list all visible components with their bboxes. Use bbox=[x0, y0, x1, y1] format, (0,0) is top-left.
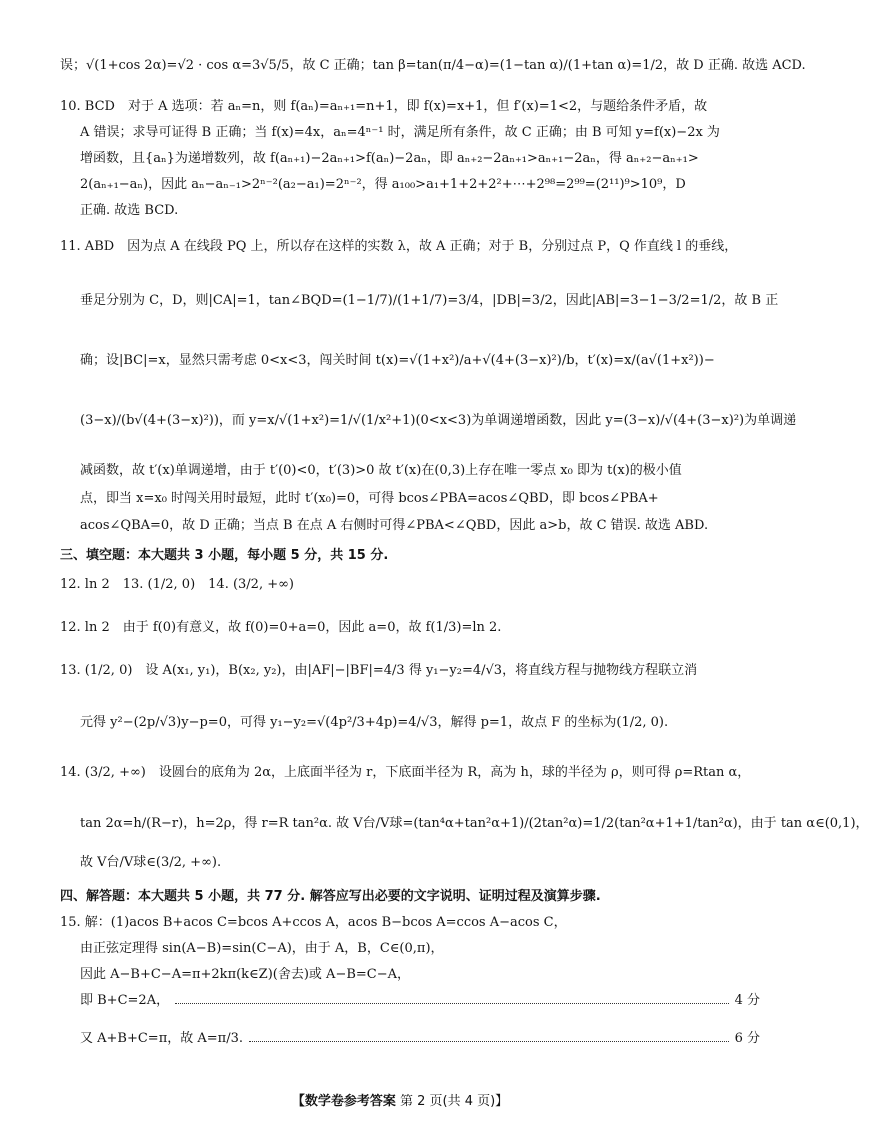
step-text: 又 A+B+C=π，故 A=π/3. bbox=[80, 1031, 243, 1046]
text-line: 故 V台/V球∈(3/2, +∞). bbox=[80, 855, 222, 870]
answer-11-line: 11. ABD 因为点 A 在线段 PQ 上，所以存在这样的实数 λ，故 A 正确；对于 B，分别过点 P，Q 作直线 l 的垂线， bbox=[60, 239, 738, 254]
text-line: acos∠QBA=0，故 D 正确；当点 B 在点 A 右侧时可得∠PBA<∠QBD，因此 a>b，故 C 错误. 故选 ABD. bbox=[80, 518, 709, 533]
answer-13-line: 13. (1/2, 0) 设 A(x₁, y₁)，B(x₂, y₂)，由|AF|−|BF|=4/3 得 y₁−y₂=4/√3，将直线方程与抛物线方程联立消 bbox=[60, 663, 698, 678]
answer-12-line: 12. ln 2 由于 f(0)有意义，故 f(0)=0+a=0，因此 a=0，故 f(1/3)=ln 2. bbox=[60, 620, 502, 635]
text-line: 减函数，故 t′(x)单调递增，由于 t′(0)<0，t′(3)>0 故 t′(x)在(0,3)上存在唯一零点 x₀ 即为 t(x)的极小值 bbox=[80, 463, 682, 478]
text-line: 元得 y²−(2p/√3)y−p=0，可得 y₁−y₂=√(4p²/3+4p)=4/√3，解得 p=1，故点 F 的坐标为(1/2, 0). bbox=[80, 715, 669, 730]
text-line: 正确. 故选 BCD. bbox=[80, 203, 179, 218]
text-line: 由正弦定理得 sin(A−B)=sin(C−A)，由于 A，B，C∈(0,π)， bbox=[80, 941, 444, 956]
dot-leader bbox=[249, 1041, 729, 1042]
page-footer bbox=[0, 1090, 800, 1109]
score-points: 6 分 bbox=[734, 1031, 760, 1046]
text-line: 点，即当 x=x₀ 时闯关用时最短，此时 t′(x₀)=0，可得 bcos∠PBA=acos∠QBD，即 bcos∠PBA+ bbox=[80, 491, 659, 506]
footer-title: 【数学卷参考答案 bbox=[291, 1094, 396, 1109]
text-line: 垂足分别为 C，D，则|CA|=1，tan∠BQD=(1−1/7)/(1+1/7)=3/4，|DB|=3/2，因此|AB|=3−1−3/2=1/2，故 B 正 bbox=[80, 293, 779, 308]
score-points: 4 分 bbox=[734, 993, 760, 1008]
dot-leader bbox=[175, 1003, 729, 1004]
footer-page-number: 第 2 页(共 4 页)】 bbox=[399, 1094, 509, 1109]
score-line bbox=[80, 1028, 760, 1050]
text-line: 误；√(1+cos 2α)=√2 · cos α=3√5/5，故 C 正确；tan β=tan(π/4−α)=(1−tan α)/(1+tan α)=1/2，故 D 正确. 故选 ACD. bbox=[60, 58, 806, 73]
answer-14-line: 14. (3/2, +∞) 设圆台的底角为 2α，上底面半径为 r，下底面半径为 R，高为 h，球的半径为 ρ，则可得 ρ=Rtan α， bbox=[60, 765, 751, 780]
step-text: 即 B+C=2A， bbox=[80, 993, 170, 1008]
text-line: tan 2α=h/(R−r)，h=2ρ，得 r=R tan²α. 故 V台/V球=(tan⁴α+tan²α+1)/(2tan²α)=1/2(tan²α+1+1/tan²α)，由于 tan α∈(0,1)， bbox=[80, 816, 869, 831]
text-line: (3−x)/(b√(4+(3−x)²))，而 y=x/√(1+x²)=1/√(1/x²+1)(0<x<3)为单调递增函数，因此 y=(3−x)/√(4+(3−x)²)为单调递 bbox=[80, 413, 797, 428]
section-heading-fill-in: 三、填空题：本大题共 3 小题，每小题 5 分，共 15 分. bbox=[60, 548, 389, 563]
text-line: A 错误；求导可证得 B 正确；当 f(x)=4x，aₙ=4ⁿ⁻¹ 时，满足所有条件，故 C 正确；由 B 可知 y=f(x)−2x 为 bbox=[80, 125, 720, 140]
text-line: 因此 A−B+C−A=π+2kπ(k∈Z)(舍去)或 A−B=C−A， bbox=[80, 967, 411, 982]
text-line: 2(aₙ₊₁−aₙ)，因此 aₙ−aₙ₋₁>2ⁿ⁻²(a₂−a₁)=2ⁿ⁻²，得 a₁₀₀>a₁+1+2+2²+⋯+2⁹⁸=2⁹⁹=(2¹¹)⁹>10⁹，D bbox=[80, 177, 686, 192]
text-line: 增函数，且{aₙ}为递增数列，故 f(aₙ₊₁)−2aₙ₊₁>f(aₙ)−2aₙ，即 aₙ₊₂−2aₙ₊₁>aₙ₊₁−2aₙ，得 aₙ₊₂−aₙ₊₁> bbox=[80, 151, 699, 166]
text-line: 确；设|BC|=x，显然只需考虑 0<x<3，闯关时间 t(x)=√(1+x²)/a+√(4+(3−x)²)/b，t′(x)=x/(a√(1+x²))− bbox=[80, 353, 715, 368]
answer-15-line: 15. 解：(1)acos B+acos C=bcos A+ccos A，acos B−bcos A=ccos A−acos C， bbox=[60, 915, 567, 930]
section-heading-solutions: 四、解答题：本大题共 5 小题，共 77 分. 解答应写出必要的文字说明、证明过程及演算步骤. bbox=[60, 889, 601, 904]
answer-10-line: 10. BCD 对于 A 选项：若 aₙ=n，则 f(aₙ)=aₙ₊₁=n+1，即 f(x)=x+1，但 f′(x)=1<2，与题给条件矛盾，故 bbox=[60, 99, 708, 114]
score-line bbox=[80, 990, 760, 1012]
fill-in-answers: 12. ln 2 13. (1/2, 0) 14. (3/2, +∞) bbox=[60, 577, 295, 592]
